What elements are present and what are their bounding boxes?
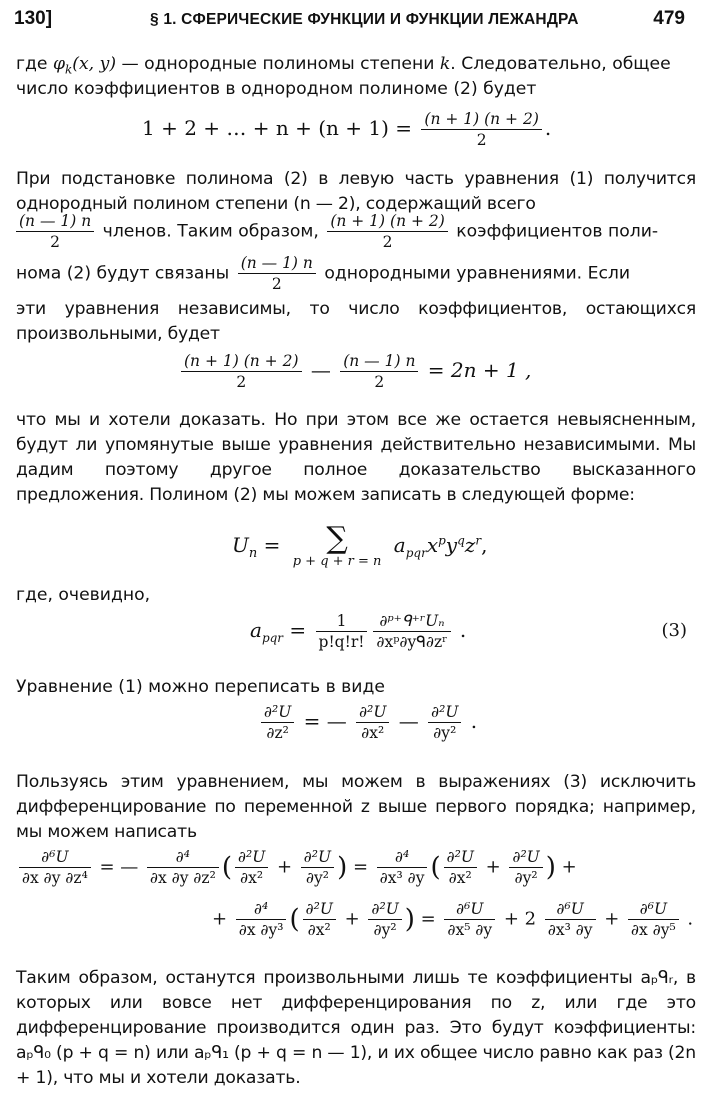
running-title: § 1. СФЕРИЧЕСКИЕ ФУНКЦИИ И ФУНКЦИИ ЛЕЖАНДРА [150, 11, 579, 28]
fraction: $\frac{(n + 1) (n + 2)}{2}$ [421, 110, 542, 149]
paragraph-independent: эти уравнения независимы, то число коэффициентов, остающихся произвольными, будет [16, 299, 696, 344]
summation-sign: ∑ p + q + r = n [292, 521, 382, 569]
section-number: 130] [14, 8, 53, 29]
text-line-1: где $\varphi_k(x$, y) — однородные полиномы степени k. Следовательно, общее [16, 54, 671, 77]
equation-laplace: $\frac{\text{∂²U}}{\text{∂z²}}$ = — $\frac{\text{∂²U}}{\text{∂x²}}$ — $\frac{\text{∂²U}}{\text{∂y²}}$ . [258, 703, 477, 742]
text-line-obviously: где, очевидно, [16, 585, 151, 605]
text-line-polynomial: нома (2) будут связаны $\frac{(n — 1) n}{2}$ однородными уравнениями. Если [16, 254, 631, 293]
equation-derivative-line-2: + $\frac{\text{∂⁴}}{\text{∂x ∂y³}}$ ( $\frac{\text{∂²U}}{\text{∂x²}}$ + $\frac{\text{∂²U}}{\text{∂y²}}$ ) = $\frac{\text{∂⁶U}}{\text{∂x⁵ ∂y}}$ + 2 $\frac{\text{∂⁶U}}{\text{∂x³ ∂y}}$ + $\frac{\text{∂⁶U}}{\text{∂x ∂y⁵}}$ . [212, 900, 694, 939]
equation-sum-count: 1 + 2 + … + n + (n + 1) = $\frac{(n + 1) (n + 2)}{2}$ . [142, 110, 552, 149]
equation-derivative-line-1: $\frac{\text{∂⁶U}}{\text{∂x ∂y ∂z⁴}}$ = — $\frac{\text{∂⁴}}{\text{∂x ∂y ∂z²}}$ ( $\frac{\text{∂²U}}{\text{∂x²}}$ + $\frac{\text{∂²U}}{\text{∂y²}}$ ) = $\frac{\text{∂⁴}}{\text{∂x³ ∂y}}$ ( $\frac{\text{∂²U}}{\text{∂x²}}$ + $\frac{\text{∂²U}}{\text{∂y²}}$ ) + [16, 848, 577, 887]
paragraph-conclusion: Таким образом, останутся произвольными лишь те коэффициенты aₚᑫᵣ, в которых или вовсе нет дифференцирования по z, или где это дифференцирование производится один раз. Это будут коэффициенты: aₚᑫ₀ (p + q = n) или aₚᑫ₁ (p + q = n — 1), и их общее число равно как раз (2n + 1), что мы и хотели доказать. [16, 968, 696, 1088]
equation-coefficient: $a_{pqr}$ = $\frac{1}{p!q!r!}$ $\frac{\text{∂ᵖ⁺ᑫ⁺ʳUₙ}}{\text{∂xᵖ∂yᑫ∂zʳ}}$ . [250, 612, 467, 651]
page-number: 479 [653, 8, 685, 29]
paragraph-proof: что мы и хотели доказать. Но при этом все же остается невыясненным, будут ли упомянутые выше уравнения действительно независимыми. Мы дадим поэтому другое полное доказательство высказанного предложения. Полином (2) мы можем записать в следующей форме: [16, 410, 696, 505]
text-line-2: число коэффициентов в однородном полиноме (2) будет [16, 79, 537, 99]
text-line-rewrite: Уравнение (1) можно переписать в виде [16, 677, 385, 697]
equation-number-3: (3) [661, 620, 687, 641]
paragraph-using-equation: Пользуясь этим уравнением, мы можем в выражениях (3) исключить дифференцирование по переменной z выше первого порядка; например, мы можем написать [16, 772, 696, 842]
phi-symbol: φ [52, 54, 65, 74]
text-line-members: $\frac{(n — 1) n}{2}$ членов. Таким образом, $\frac{(n + 1) (n + 2)}{2}$ коэффициентов поли- [16, 212, 696, 251]
equation-polynomial-sum: $U_n$ = ∑ p + q + r = n $a_{pqr}x^py^qz^r$, [232, 521, 488, 569]
paragraph-substitution: При подстановке полинома (2) в левую часть уравнения (1) получится однородный полином степени (n — 2), содержащий всего [16, 169, 696, 214]
equation-free-coefficients: $\frac{(n + 1) (n + 2)}{2}$ — $\frac{(n — 1) n}{2}$ = 2n + 1 , [178, 352, 531, 391]
